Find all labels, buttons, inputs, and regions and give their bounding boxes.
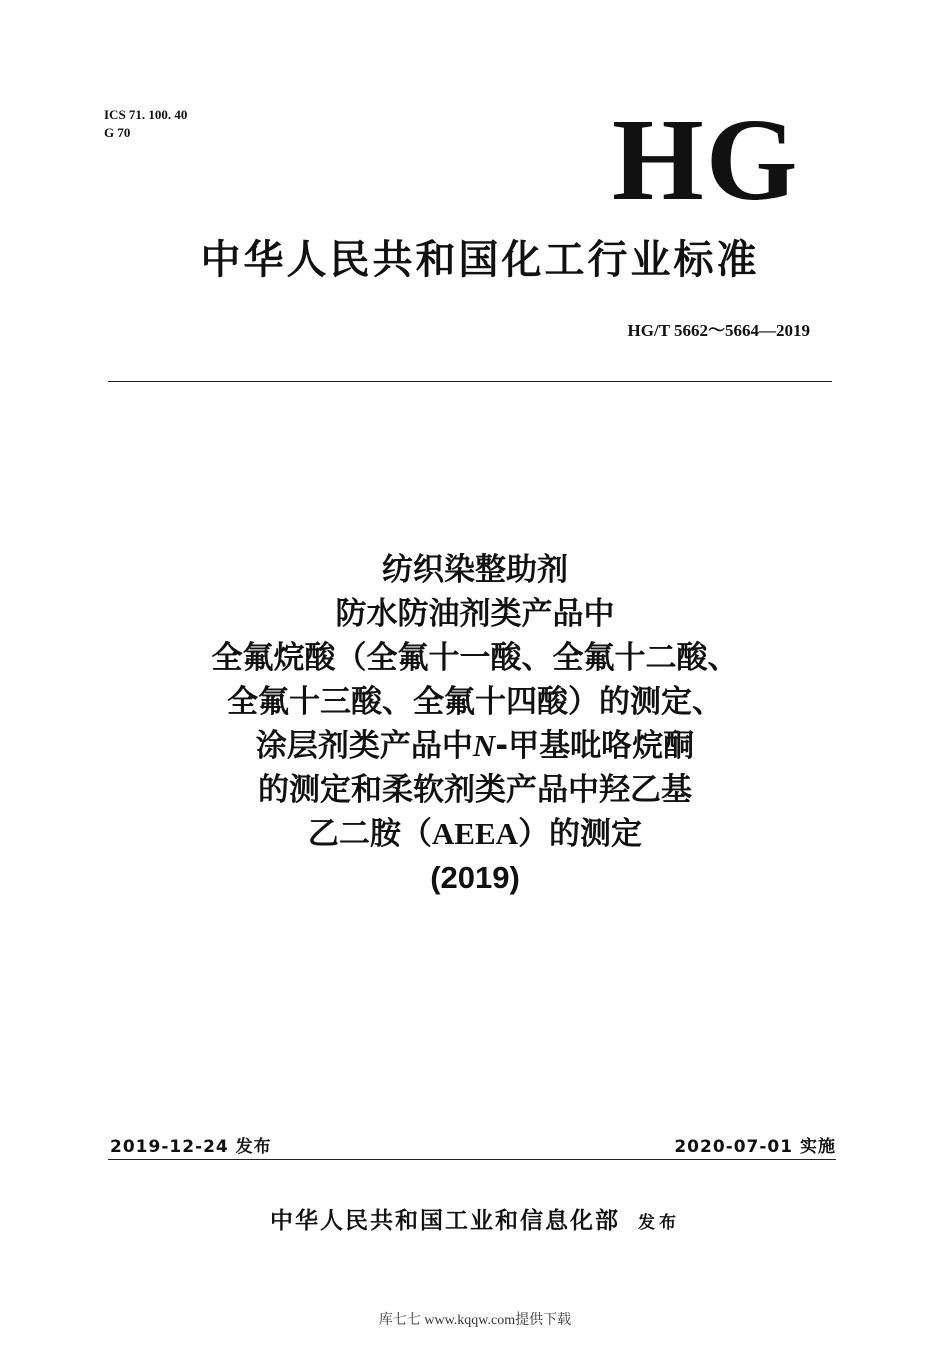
title-line-7-pre: 乙二胺（ [307,816,432,852]
standard-code: HG/T 5662～5664—2019 [627,321,810,340]
title-line-7-post: ）的测定 [518,816,643,852]
title-line-3: 全氟烷酸（全氟十一酸、全氟十二酸、 [211,640,739,676]
title-line-7 [0,812,950,856]
title-line-1: 纺织染整助剂 [382,552,568,588]
effective-date [674,1132,836,1157]
effective-date-label: 实施 [800,1137,836,1157]
download-watermark: 库七七 www.kqqw.com提供下载 [378,1313,572,1328]
ccs-code: G 70 [104,125,131,140]
publisher [0,1202,950,1235]
title-line-5 [0,724,950,768]
title-year: (2019) [430,860,520,895]
effective-date-value: 2020-07-01 [674,1137,794,1157]
title-line-6: 的测定和柔软剂类产品中羟乙基 [258,772,692,808]
issue-date-label: 发布 [235,1137,272,1157]
title-line-4: 全氟十三酸、全氟十四酸）的测定、 [227,684,723,720]
title-line-5-post: -甲基吡咯烷酮 [495,728,695,764]
issue-date [110,1132,272,1157]
hg-logo: HG [612,94,800,225]
title-line-5-n: N [472,728,496,763]
document-title [0,548,950,900]
publisher-suffix: 发布 [638,1213,680,1233]
title-line-7-abbr: AEEA [431,816,519,851]
bottom-divider [108,1159,836,1160]
title-line-5-pre: 涂层剂类产品中 [255,728,473,764]
issue-date-value: 2019-12-24 [110,1137,229,1157]
classification-codes [104,106,187,142]
top-divider [108,381,832,382]
title-line-2: 防水防油剂类产品中 [335,596,615,632]
ics-code: ICS 71. 100. 40 [104,107,188,122]
standard-title: 中华人民共和国化工行业标准 [200,237,760,283]
publisher-name: 中华人民共和国工业和信息化部 [270,1208,620,1234]
